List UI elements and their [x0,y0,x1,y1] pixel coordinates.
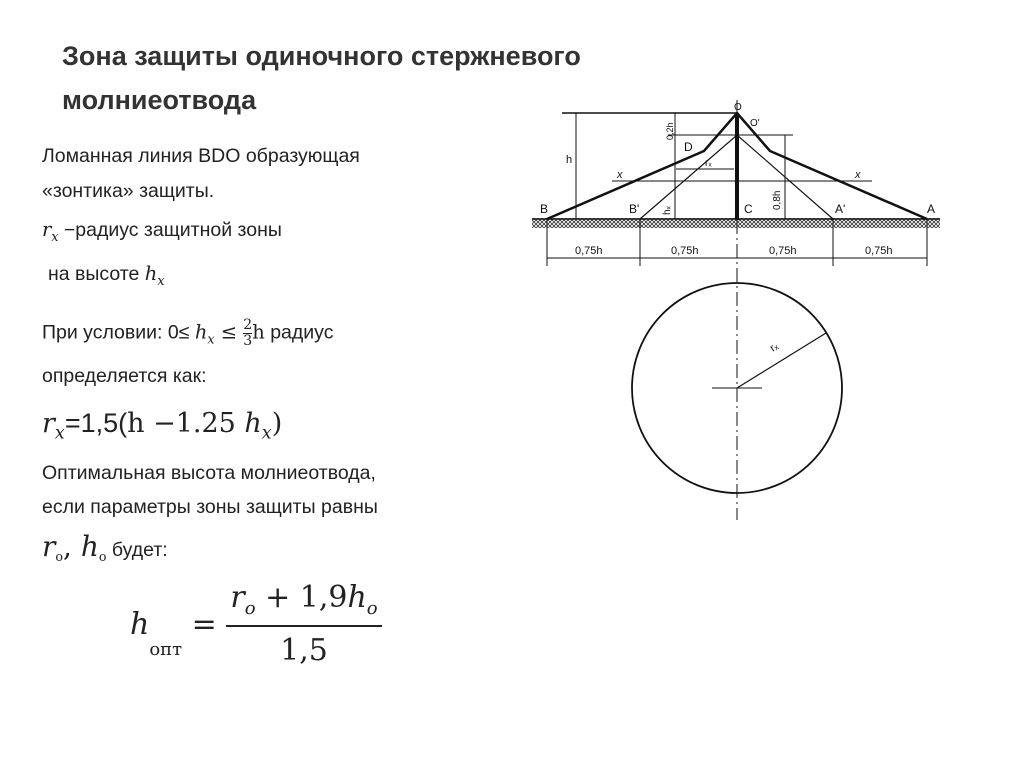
o-subscript: o [366,598,378,619]
hx-symbol: h [194,320,208,344]
hx-symbol: h [244,408,262,439]
comma: , [63,530,81,563]
fraction-denominator: 3 [243,333,253,349]
ro-symbol: r [230,580,245,615]
fraction-numerator: 2 [243,317,253,333]
radius-line [737,333,826,388]
label-B: B [540,202,549,216]
label-hx: hₓ [662,206,673,215]
formula-part: −1.25 [144,408,245,439]
label-B-prime: B' [629,202,640,216]
label-A-prime: A' [835,202,846,216]
condition-suffix: радиус [264,321,334,344]
hx-subscript: x [207,331,215,347]
dim-label: 0,75h [769,245,797,257]
rx-symbol: r [42,218,52,241]
h-symbol: h [252,320,265,344]
ho-symbol: h [80,530,99,563]
title-line-1: Зона защиты одиночного стержневого [62,41,581,71]
hx-subscript: x [261,423,272,444]
hx-symbol: h [144,262,158,285]
hopt-denominator: 1,5 [280,633,328,668]
ho-symbol: h [347,580,367,615]
formula-part: h [127,408,145,439]
dim-label: 0,75h [865,245,893,257]
text-line: «зонтика» защиты. [42,180,215,202]
o-subscript: o [244,598,256,619]
le-sign: ≤ [214,320,244,344]
hopt-symbol: h [130,606,150,642]
dim-label: 0,75h [671,245,699,257]
text-line: если параметры зоны защиты равны [42,496,378,518]
rx-symbol: r [42,408,55,439]
hopt-subscript: опт [149,639,183,660]
height-prefix: на высоте [48,263,145,285]
title-line-2: молниеотвода [62,85,257,115]
label-O: O [734,102,742,113]
label-x-left: x [617,169,623,181]
label-rx: rₓ [705,158,712,169]
label-08h: 0,8h [772,190,783,210]
rx-description: −радиус защитной зоны [58,219,282,241]
formula-part: =1,5( [64,408,128,438]
ro-symbol: r [42,530,56,563]
label-C: C [744,202,753,216]
label-D: D [684,140,693,154]
will-be: будет: [106,539,168,561]
label-h: h [566,154,573,166]
rx-subscript: x [51,228,59,244]
hx-subscript: x [157,272,165,288]
label-A: A [927,202,936,216]
o-subscript: o [98,548,107,564]
text-line: Оптимальная высота молниеотвода, [42,462,376,484]
condition-prefix: При условии: 0≤ [42,321,195,344]
text-line: Ломанная линия BDO образующая [42,145,360,167]
label-x-right: x [855,169,861,181]
label-radius: rₓ [767,340,781,355]
o-subscript: o [55,548,64,564]
dim-label: 0,75h [575,245,603,257]
text-line: определяется как: [42,365,207,387]
label-O-prime: O' [750,118,760,129]
label-02h: 0,2h [665,122,675,140]
formula-part: ) [271,408,283,439]
rx-subscript: x [54,423,65,444]
equals: = [182,606,227,642]
numerator-part: + 1,9 [255,580,348,615]
